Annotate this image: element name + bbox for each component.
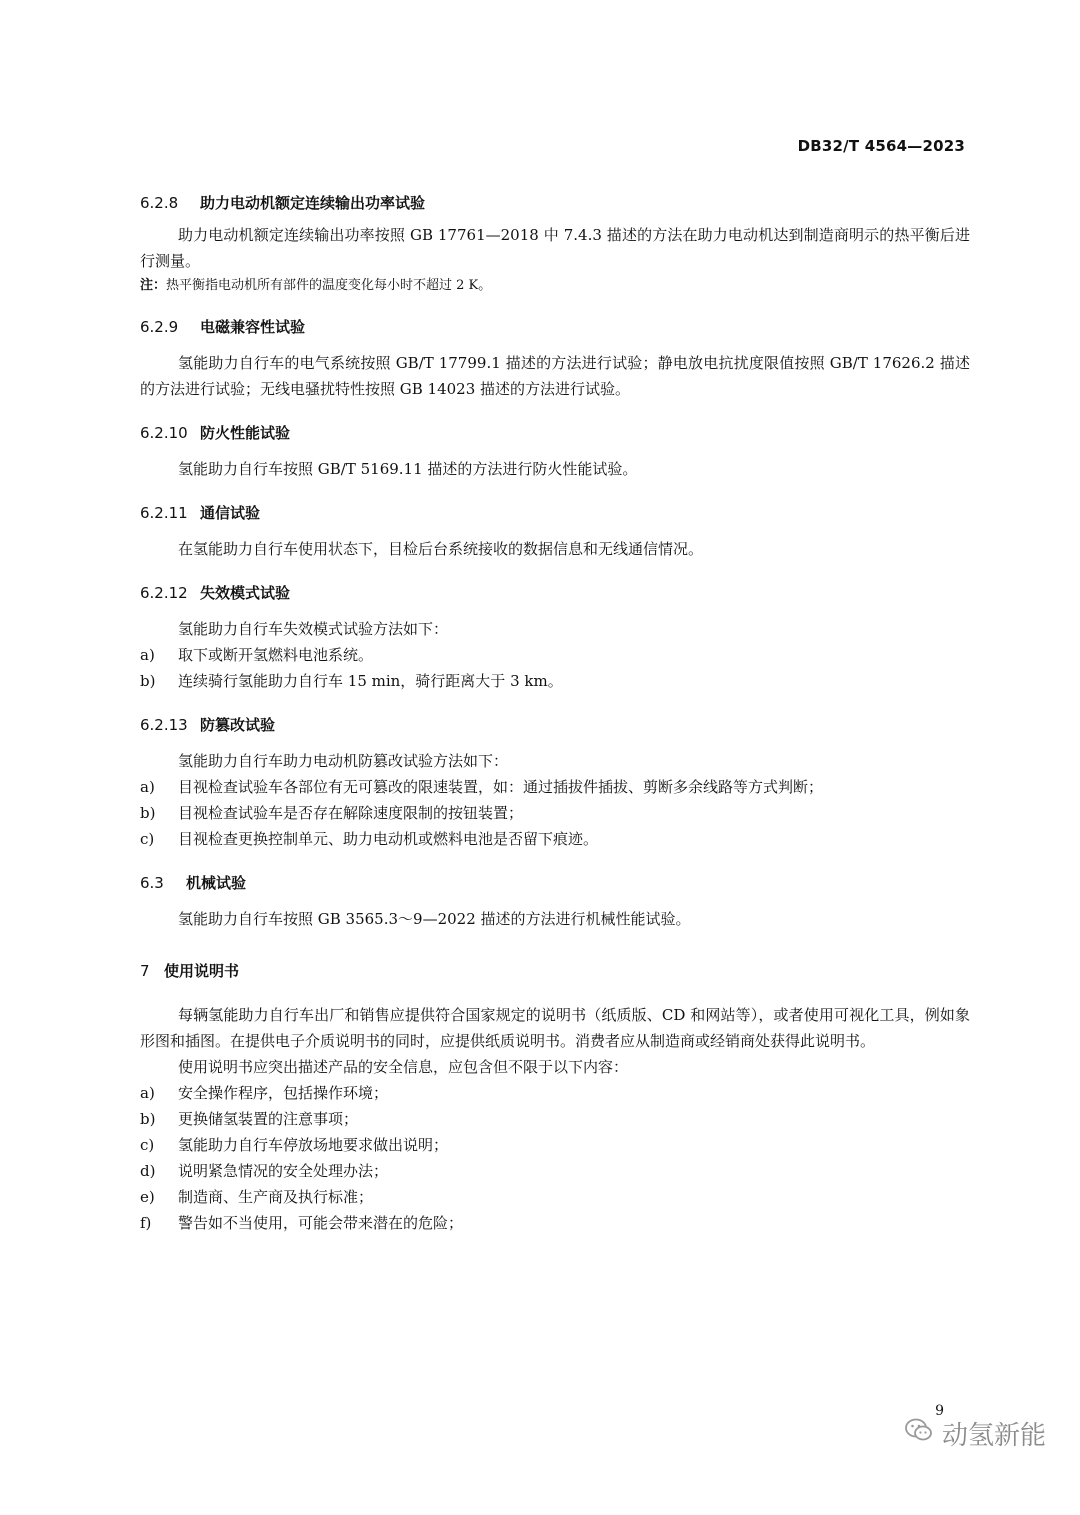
section-paragraph: 氢能助力自行车按照 GB 3565.3～9—2022 描述的方法进行机械性能试验。 <box>178 910 691 928</box>
list-text: 目视检查试验车是否存在解除速度限制的按钮装置； <box>178 804 524 822</box>
page-number: 9 <box>935 1403 944 1419</box>
list-item <box>140 1132 970 1158</box>
list-marker: b) <box>140 1110 156 1128</box>
section-title: 电磁兼容性试验 <box>200 318 306 336</box>
list-item <box>140 1184 970 1210</box>
section-number: 7 <box>140 962 150 980</box>
document-body <box>140 190 970 1236</box>
list-marker: a) <box>140 646 155 664</box>
section-heading-6-2-9 <box>140 314 970 340</box>
section-paragraph: 氢能助力自行车助力电动机防篡改试验方法如下： <box>178 752 509 770</box>
section-title: 助力电动机额定连续输出功率试验 <box>200 194 426 212</box>
section-title: 通信试验 <box>200 504 261 522</box>
list-marker: a) <box>140 778 155 796</box>
section-paragraph: 每辆氢能助力自行车出厂和销售应提供符合国家规定的说明书（纸质版、CD 和网站等），或者使用可视化工具，例如象形图和插图。在提供电子介质说明书的同时，应提供纸质说明书。消费者应从制造商或经销商处获得此说明书。 <box>140 1006 970 1050</box>
section-title: 防篡改试验 <box>200 716 276 734</box>
section-heading-7 <box>140 958 970 984</box>
section-paragraph: 在氢能助力自行车使用状态下，目检后台系统接收的数据信息和无线通信情况。 <box>178 540 704 558</box>
section-heading-6-2-11 <box>140 500 970 526</box>
section-number: 6.2.9 <box>140 318 179 336</box>
list-item <box>140 1106 970 1132</box>
list-item <box>140 642 970 668</box>
list-marker: b) <box>140 804 156 822</box>
list-text: 说明紧急情况的安全处理办法； <box>178 1162 389 1180</box>
note <box>140 276 970 296</box>
list-text: 连续骑行氢能助力自行车 15 min，骑行距离大于 3 km。 <box>178 672 563 690</box>
section-heading-6-2-13 <box>140 712 970 738</box>
section-heading-6-2-12 <box>140 580 970 606</box>
list-text: 警告如不当使用，可能会带来潜在的危险； <box>178 1214 464 1232</box>
section-heading-6-3 <box>140 870 970 896</box>
section-paragraph: 氢能助力自行车失效模式试验方法如下： <box>178 620 449 638</box>
list-item <box>140 1158 970 1184</box>
list-text: 目视检查更换控制单元、助力电动机或燃料电池是否留下痕迹。 <box>178 830 599 848</box>
section-heading-6-2-8 <box>140 190 970 216</box>
list-marker: e) <box>140 1188 155 1206</box>
list-item <box>140 1080 970 1106</box>
watermark <box>904 1415 1046 1452</box>
wechat-icon <box>904 1415 934 1452</box>
note-label: 注： <box>140 278 167 293</box>
list <box>140 642 970 694</box>
section-paragraph: 使用说明书应突出描述产品的安全信息，应包含但不限于以下内容： <box>178 1058 629 1076</box>
list-text: 取下或断开氢燃料电池系统。 <box>178 646 374 664</box>
list-marker: c) <box>140 830 155 848</box>
list-marker: b) <box>140 672 156 690</box>
list-marker: a) <box>140 1084 155 1102</box>
section-heading-6-2-10 <box>140 420 970 446</box>
list-item <box>140 774 970 800</box>
list-text: 更换储氢装置的注意事项； <box>178 1110 359 1128</box>
list-marker: d) <box>140 1162 156 1180</box>
section-number: 6.2.13 <box>140 716 188 734</box>
list-text: 氢能助力自行车停放场地要求做出说明； <box>178 1136 449 1154</box>
section-number: 6.3 <box>140 874 164 892</box>
list <box>140 1080 970 1236</box>
list <box>140 774 970 852</box>
section-title: 防火性能试验 <box>200 424 291 442</box>
section-number: 6.2.11 <box>140 504 188 522</box>
list-marker: c) <box>140 1136 155 1154</box>
section-number: 6.2.8 <box>140 194 179 212</box>
list-item <box>140 668 970 694</box>
section-title: 使用说明书 <box>164 962 240 980</box>
section-paragraph: 氢能助力自行车的电气系统按照 GB/T 17799.1 描述的方法进行试验；静电放电抗扰度限值按照 GB/T 17626.2 描述的方法进行试验；无线电骚扰特性按照 GB 14023 描述的方法进行试验。 <box>140 354 970 398</box>
watermark-text: 动氢新能 <box>941 1421 1046 1451</box>
section-paragraph: 氢能助力自行车按照 GB/T 5169.11 描述的方法进行防火性能试验。 <box>178 460 638 478</box>
section-paragraph: 助力电动机额定连续输出功率按照 GB 17761—2018 中 7.4.3 描述的方法在助力电动机达到制造商明示的热平衡后进行测量。 <box>140 226 970 270</box>
section-number: 6.2.10 <box>140 424 188 442</box>
list-text: 制造商、生产商及执行标准； <box>178 1188 374 1206</box>
list-item <box>140 800 970 826</box>
list-text: 目视检查试验车各部位有无可篡改的限速装置，如：通过插拔件插拔、剪断多余线路等方式判断； <box>178 778 824 796</box>
document-id: DB32/T 4564—2023 <box>797 137 965 155</box>
section-title: 失效模式试验 <box>200 584 291 602</box>
section-number: 6.2.12 <box>140 584 188 602</box>
list-text: 安全操作程序，包括操作环境； <box>178 1084 389 1102</box>
section-title: 机械试验 <box>186 874 247 892</box>
note-text: 热平衡指电动机所有部件的温度变化每小时不超过 2 K。 <box>166 278 492 293</box>
list-item <box>140 1210 970 1236</box>
list-item <box>140 826 970 852</box>
list-marker: f) <box>140 1214 152 1232</box>
